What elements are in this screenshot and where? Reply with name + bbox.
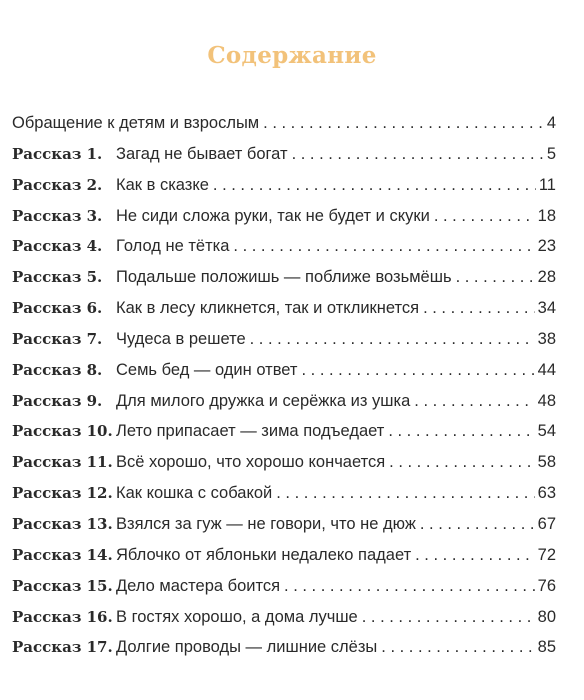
dot-leader: [415, 546, 535, 565]
toc-page-number: 23: [537, 237, 556, 256]
story-label: Рассказ 5.: [12, 268, 103, 287]
toc-entry[interactable]: [12, 608, 556, 639]
toc-entry[interactable]: [12, 268, 556, 299]
toc-entry[interactable]: [12, 330, 556, 361]
dot-leader: [250, 330, 535, 349]
toc-entry-title: Лето припасает — зима подъедает: [116, 422, 385, 441]
dot-leader: [301, 361, 534, 380]
dot-leader: [213, 176, 536, 195]
toc-entry-title: Как в сказке: [116, 175, 209, 194]
toc-page-number: 72: [537, 545, 556, 564]
dot-leader: [276, 484, 534, 503]
dot-leader: [388, 422, 534, 441]
toc-page-number: 4: [546, 114, 556, 132]
toc-entry[interactable]: [12, 546, 556, 577]
toc-entry-title: Подальше положишь — поближе возьмёшь: [116, 268, 452, 287]
dot-leader: [389, 453, 534, 472]
toc-entry[interactable]: [12, 392, 556, 423]
toc-entry[interactable]: [12, 361, 556, 392]
toc-entry-title: Чудеса в решете: [116, 329, 246, 348]
table-of-contents: [12, 114, 556, 669]
toc-entry[interactable]: [12, 638, 556, 669]
dot-leader: [420, 515, 535, 534]
toc-page-number: 58: [537, 453, 556, 472]
story-label: Рассказ 6.: [12, 299, 103, 318]
story-label: Рассказ 1.: [12, 144, 103, 163]
story-label: Рассказ 4.: [12, 237, 103, 256]
dot-leader: [456, 268, 535, 287]
toc-page-number: 5: [546, 144, 556, 163]
toc-page-number: 18: [537, 206, 556, 225]
toc-page-number: 67: [537, 514, 556, 533]
story-label: Рассказ 12.: [12, 484, 113, 503]
toc-entry-title: Как в лесу кликнется, так и откликнется: [116, 299, 420, 318]
toc-page-number: 38: [537, 329, 556, 348]
toc-page-number: 85: [537, 638, 556, 657]
toc-entry[interactable]: [12, 207, 556, 238]
dot-leader: [284, 577, 535, 596]
dot-leader: [233, 237, 534, 256]
toc-entry-title: Загад не бывает богат: [116, 144, 288, 163]
story-label: Рассказ 11.: [12, 453, 113, 472]
toc-entry[interactable]: [12, 422, 556, 453]
dot-leader: [434, 207, 535, 226]
toc-entry[interactable]: [12, 515, 556, 546]
toc-page-number: 48: [537, 391, 556, 410]
page-title: Содержание: [207, 42, 377, 69]
toc-entry[interactable]: [12, 145, 556, 176]
story-label: Рассказ 13.: [12, 514, 113, 533]
toc-page-number: 44: [537, 360, 556, 379]
dot-leader: [292, 145, 544, 164]
toc-entry-title: Голод не тётка: [116, 237, 230, 256]
toc-entry[interactable]: [12, 176, 556, 207]
story-label: Рассказ 3.: [12, 206, 103, 225]
toc-entry-intro[interactable]: [12, 114, 556, 145]
toc-entry[interactable]: [12, 299, 556, 330]
toc-entry[interactable]: [12, 577, 556, 608]
toc-entry-title: Как кошка с собакой: [116, 484, 273, 503]
toc-entry-title: Яблочко от яблоньки недалеко падает: [116, 545, 412, 564]
toc-page-number: 54: [537, 422, 556, 441]
toc-page-number: 76: [537, 576, 556, 595]
dot-leader: [381, 638, 534, 657]
dot-leader: [414, 392, 534, 411]
toc-entry[interactable]: [12, 484, 556, 515]
toc-entry[interactable]: [12, 237, 556, 268]
toc-entry-title: Для милого дружка и серёжка из ушка: [116, 391, 411, 410]
toc-entry-title: Обращение к детям и взрослым: [12, 114, 260, 132]
story-label: Рассказ 10.: [12, 422, 113, 441]
toc-entry-title: Не сиди сложа руки, так не будет и скуки: [116, 206, 430, 225]
dot-leader: [263, 114, 544, 133]
story-label: Рассказ 2.: [12, 175, 103, 194]
dot-leader: [423, 299, 535, 318]
story-label: Рассказ 16.: [12, 607, 113, 626]
toc-page-number: 80: [537, 607, 556, 626]
story-label: Рассказ 7.: [12, 329, 103, 348]
story-label: Рассказ 17.: [12, 638, 113, 657]
toc-page-number: 28: [537, 268, 556, 287]
toc-entry-title: Всё хорошо, что хорошо кончается: [116, 453, 386, 472]
toc-entry[interactable]: [12, 453, 556, 484]
story-label: Рассказ 15.: [12, 576, 113, 595]
toc-page-number: 63: [537, 484, 556, 503]
dot-leader: [362, 608, 535, 627]
toc-entry-title: Семь бед — один ответ: [116, 360, 298, 379]
toc-entry-title: Долгие проводы — лишние слёзы: [116, 638, 378, 657]
toc-page-number: 34: [537, 299, 556, 318]
story-label: Рассказ 14.: [12, 545, 113, 564]
toc-page-number: 11: [538, 175, 556, 194]
toc-entry-title: Взялся за гуж — не говори, что не дюж: [116, 514, 416, 533]
toc-entry-title: В гостях хорошо, а дома лучше: [116, 607, 358, 626]
story-label: Рассказ 8.: [12, 360, 103, 379]
story-label: Рассказ 9.: [12, 391, 103, 410]
toc-entry-title: Дело мастера боится: [116, 576, 281, 595]
